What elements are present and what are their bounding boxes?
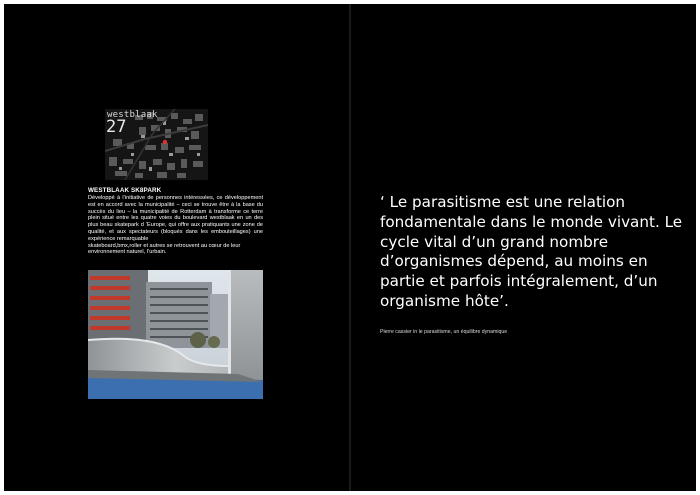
- article-title: WESTBLAAK SK8PARK: [88, 187, 162, 194]
- article-block: [88, 187, 263, 256]
- magazine-spread: [4, 4, 696, 491]
- quote-attribution: Pierre cassier in le parasitisme, un équilibre dynamique: [380, 329, 508, 335]
- right-page: [351, 4, 696, 491]
- skatepark-photo: [88, 270, 263, 399]
- left-page: [4, 4, 349, 491]
- quote-text: ‘ Le parasitisme est une relation fondamentale dans le monde vivant. Le cycle vital d’un grand nombre d’organismes dépend, au moins en partie et parfois intégralement, d’un organisme hôte’.: [380, 193, 683, 310]
- article-body-continued: skateboard,bmx,roller et autres se retrouvent au cœur de leur environnement naturel, l’urbain.: [88, 242, 241, 256]
- article-body: Développé à l’initiative de personnes intéressées, ce développement est en accord avec la municipalité – ceci se trouve être à la base du succès du lieu – la municipalité de Rotterdam à transforme ce terre plein situé entre les quatre voies du boulevard westblaak en un des plus beau skatepark d ‘Europe, qui offre aux pratiquants une zone de qualité, et aux spectateurs (bloqués dans les embouteillages) une expérience remarquable: [88, 195, 263, 242]
- map-number: 27: [106, 117, 127, 137]
- map-title: westblaak: [107, 110, 158, 120]
- skatepark-photo-icon: [88, 270, 263, 399]
- map-thumbnail: [105, 109, 208, 180]
